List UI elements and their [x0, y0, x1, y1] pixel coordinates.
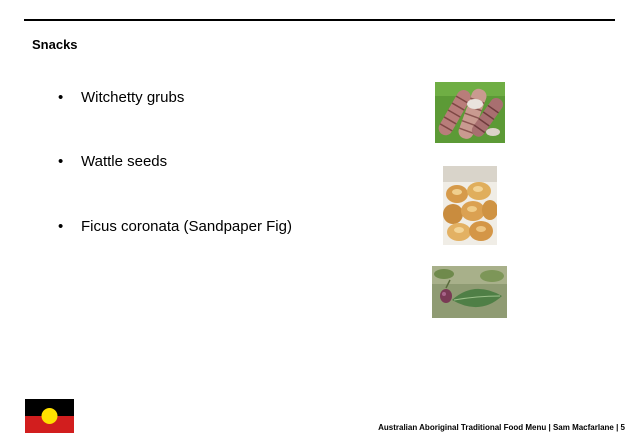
- bullet-marker: •: [58, 153, 64, 170]
- sandpaper-fig-photo: [432, 266, 507, 318]
- top-divider: [24, 19, 615, 21]
- slide-title: Snacks: [32, 37, 78, 52]
- witchetty-grubs-photo: [435, 82, 505, 143]
- bullet-text: Witchetty grubs: [81, 89, 185, 106]
- bullet-marker: •: [58, 89, 64, 106]
- wattle-seeds-photo: [443, 166, 497, 245]
- bullet-text: Ficus coronata (Sandpaper Fig): [81, 218, 292, 235]
- footer-text: Australian Aboriginal Traditional Food Menu | Sam Macfarlane | 5: [378, 423, 625, 432]
- bullet-item-witchetty-grubs: [58, 89, 184, 107]
- bullet-item-sandpaper-fig: [58, 218, 292, 236]
- aboriginal-flag-icon: [25, 399, 74, 433]
- bullet-text: Wattle seeds: [81, 153, 168, 170]
- bullet-marker: •: [58, 218, 64, 235]
- bullet-item-wattle-seeds: [58, 153, 167, 171]
